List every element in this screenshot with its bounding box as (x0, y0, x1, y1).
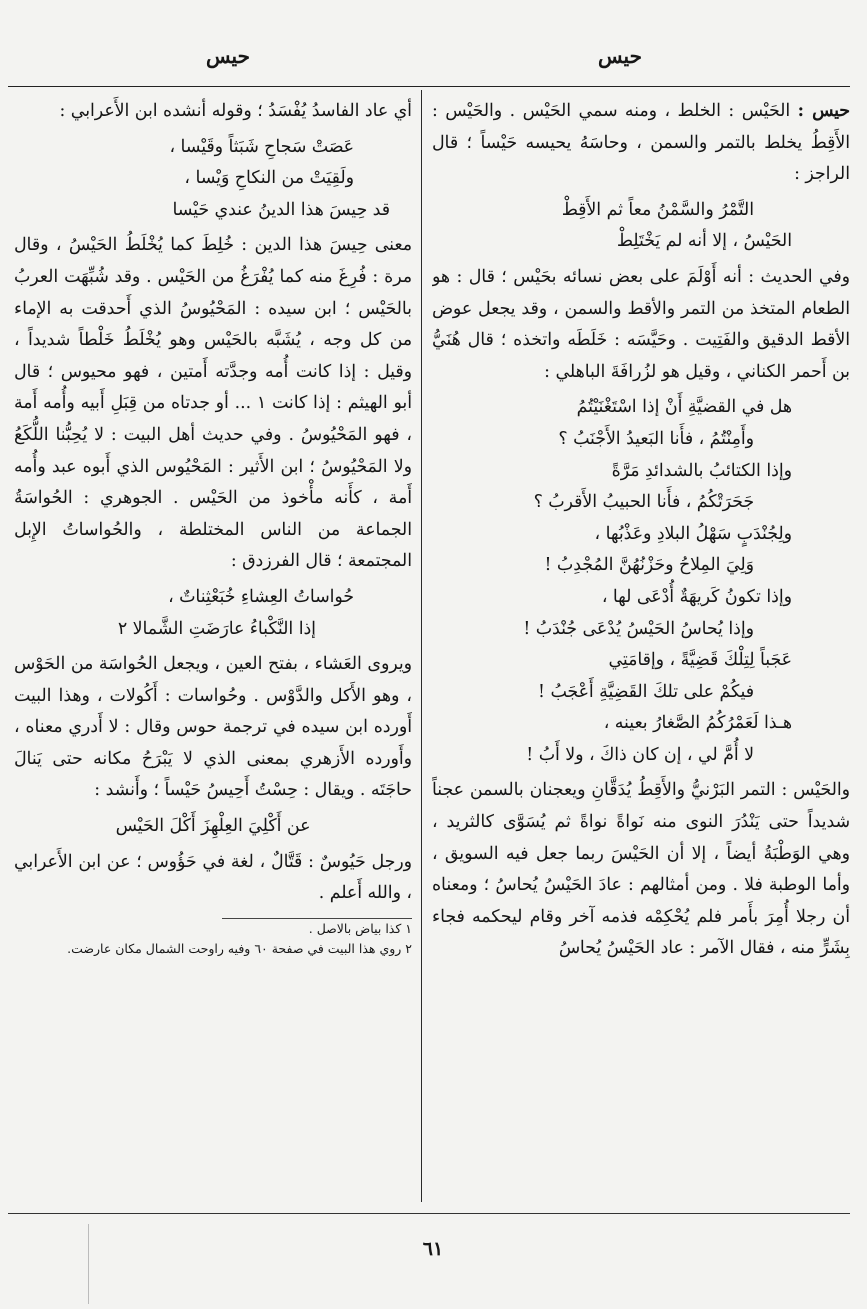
entry-paragraph: وفي الحديث : أنه أَوْلَمَ على بعض نسائه بحَيْس ؛ قال : هو الطعام المتخذ من التمر والأقط والسمن ، وقد يجعل عوض الأقط الدقيق والفَتِيت . وحَيَّسَه : خَلَطَه واتخذه ؛ قال هُنَيُّ بن أَحمر الكناني ، وقيل هو لزُرافَةَ الباهلي : (432, 266, 850, 382)
verse-block (432, 195, 850, 258)
verse-line: التَّمْرُ والسَّمْنُ معاً ثم الأَقِطْ (561, 199, 754, 220)
verse-line: عن أَكْلِيَ العِلْهِزَ أَكْلَ الحَيْس (115, 816, 311, 837)
verse-line: إذا النَّكْباءُ عارَضَتِ الشَّمالا ٢ (117, 618, 316, 639)
entry-headword: حيس : (797, 101, 850, 121)
footnote: ١ كذا بياض بالاصل . (308, 920, 412, 936)
entry-paragraph: أي عاد الفاسدُ يُفْسَدُ ؛ وقوله أنشده ابن الأَعرابي : (59, 101, 412, 121)
right-column (432, 96, 850, 1201)
verse-line: وإذا يُحاسُ الحَيْسُ يُدْعَى جُنْدَبُ ! (523, 618, 754, 639)
verse-line: هل في القضيَّةِ أَنْ إذا اسْتَغْنَيْتُمُ (576, 397, 792, 418)
entry-paragraph: ورجل حَيُوسٌ : قَتَّالٌ ، لغة في حَؤُوس ؛ عن ابن الأَعرابي ، والله أَعلم . (14, 851, 412, 904)
verse-block (432, 392, 850, 771)
verse-line: عَصَتْ سَجاحِ شَبَثاً وقَيْسا ، (169, 136, 354, 157)
left-column (14, 96, 412, 1201)
verse-line: الحَيْسُ ، إلا أنه لم يَخْتَلِطْ (616, 231, 792, 252)
verse-line: جَحَرَتْكُمُ ، فأَنا الحبيبُ الأَقربُ ؟ (533, 492, 754, 513)
running-header-left: حيس (206, 44, 250, 68)
entry-paragraph: ويروى العَشاء ، بفتح العين ، ويجعل الحُواسَة من الحَوْس ، وهو الأَكل والدَّوْس . وحُواسات : أَكُولات ، وهذا البيت أَورده ابن سيده في ترجمة حوس وقال : لا أَدري معناه ، وأَورده الأَزهري بمعنى الذي لا يَبْرَحُ مكانه حتى يَنالَ حاجَتَه . ويقال : حِسْتُ أَحِيسُ حَيْساً ؛ وأَنشد : (14, 654, 412, 801)
verse-line: حُواساتُ العِشاءِ خُبَعْثِناتٌ ، (168, 586, 354, 607)
verse-line: ولَقِيَتْ من النكاحِ وَيْسا ، (184, 168, 354, 189)
verse-block (14, 582, 412, 645)
column-divider (421, 90, 422, 1202)
verse-line: فيكُمْ على تلكَ القَضِيَّةِ أَعْجَبُ ! (538, 681, 754, 702)
verse-line: عَجَباً لِتِلْكَ قَضِيَّةً ، وإقامَتِي (608, 650, 792, 671)
entry-paragraph: معنى حِيسَ هذا الدين : خُلِطَ كما يُخْلَطُ الحَيْسُ ، وقال مرة : فُرِغَ منه كما يُفْرَغُ من الحَيْس . وقد شُبِّهَت العربُ بالحَيْس ؛ ابن سيده : المَحْيُوسُ الذي أَحدقت به الإماء من كل وجه ، يُشَبَّه بالحَيْس وهو يُخْلَطُ خَلْطاً شديداً ، وقيل : إذا كانت أُمه وجدَّته أَمتين ، فهو محيوس ؛ قال أبو الهيثم : إذا كانت ١ ... أو جدتاه من قِبَلِ أَبيه وأُمه أَمة ، فهو المَحْيُوسُ . وفي حديث أهل البيت : لا يُحِبُّنا اللُّكَعُ ولا المَحْيُوسُ ؛ ابن الأَثير : المَحْيُوس الذي أَبوه عبد وأُمه أَمة ، كأَنه مأْخوذ من الحَيْس . الجوهري : الحُواسَةُ الجماعة من الناس المختلطة ، والحُواساتُ الإِبل المجتمعة ؛ قال الفرزدق : (14, 235, 412, 572)
verse-line: وإذا تكونُ كَريهَةٌ أُدْعَى لها ، (601, 586, 792, 607)
verse-line: قد حِيسَ هذا الدينُ عندي حَيْسا (172, 199, 390, 220)
footnotes (14, 919, 412, 959)
verse-line: وأَمِنْتُمُ ، فأَنا البَعيدُ الأَجْنَبُ ؟ (558, 428, 754, 449)
margin-line (88, 1224, 89, 1304)
verse-block (14, 132, 412, 227)
footer-rule (8, 1213, 850, 1214)
header-rule (8, 86, 850, 87)
verse-line: وَلِيَ المِلاحُ وحَزْنُهُنَّ المُجْدِبُ ! (544, 555, 754, 576)
running-header-right: حيس (598, 44, 642, 68)
entry-paragraph: حيس : الحَيْس : الخلط ، ومنه سمي الحَيْس . والحَيْس : الأَقِطُ يخلط بالتمر والسمن ، وحاسَهُ يحيسه حَيْساً ؛ قال الراجز : (432, 101, 850, 185)
verse-line: هـذا لَعَمْرُكُمُ الصَّغارُ بعينه ، (603, 713, 792, 734)
page-number: ٦١ (422, 1238, 444, 1260)
verse-line: وإذا الكتائبُ بالشدائدِ مَرَّةً (611, 460, 792, 481)
verse-line: ولِجُنْدَبٍ سَهْلُ البلادِ وعَذْبُها ، (594, 523, 792, 544)
verse-line: لا أُمَّ لي ، إن كان ذاكَ ، ولا أَبُ ! (526, 744, 754, 765)
verse-block (14, 811, 412, 843)
entry-paragraph: والحَيْس : التمر البَرْنيُّ والأَقِطُ يُدَقَّانِ ويعجنان بالسمن عجناً شديداً حتى يَنْدُرَ النوى منه نَواةً نواةً ثم يُسَوَّى كالثريد ، وهي الوَطْبَةُ أيضاً ، إلا أن الحَيْسَ ربما جعل فيه السويق ، وأما الوطبة فلا . ومن أمثالهم : عادَ الحَيْسُ يُحاسُ ؛ ومعناه أن رجلا أُمِرَ بأَمر فلم يُحْكِمْه فذمه آخر وقام ليحكمه فجاء بِشَرٍّ منه ، فقال الآمر : عاد الحَيْسُ يُحاسُ (432, 780, 850, 959)
footnote: ٢ روي هذا البيت في صفحة ٦٠ وفيه راوحت الشمال مكان عارضت. (67, 940, 412, 956)
